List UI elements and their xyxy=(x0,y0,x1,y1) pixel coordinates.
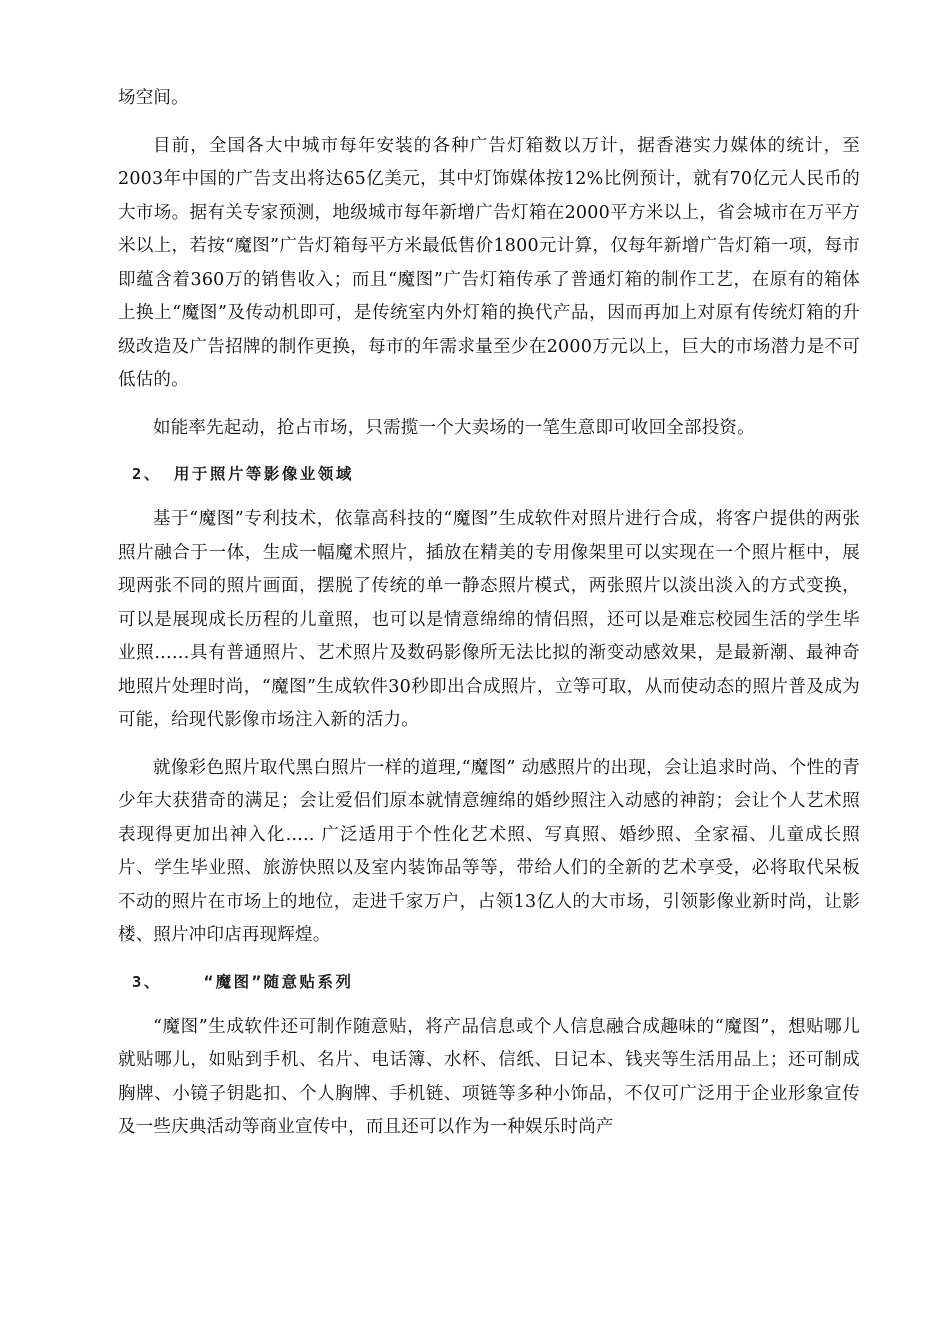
section-heading-sticker xyxy=(118,967,860,997)
section-title: “魔图”随意贴系列 xyxy=(203,972,354,991)
section-number: 2、 xyxy=(132,465,162,483)
paragraph-continuation: 场空间。 xyxy=(118,88,189,108)
paragraph-photo-market: 就像彩色照片取代黑白照片一样的道理,“魔图” 动感照片的出现，会让追求时尚、个性的青少年大获猎奇的满足；会让爱侣们原本就情意缠绵的婚纱照注入动感的神韵；会让个人艺术照表现得更加出神入化….. 广泛适用于个性化艺术照、写真照、婚纱照、全家福、儿童成长照片、学生毕业照、旅游快照以及室内装饰品等等，带给人们的全新的艺术享受，必将取代呆板不动的照片在市场上的地位，走进千家万户，占领13亿人的大市场，引领影像业新时尚，让影楼、照片冲印店再现辉煌。 xyxy=(118,757,860,945)
paragraph-investment: 如能率先起动，抢占市场，只需揽一个大卖场的一笔生意即可收回全部投资。 xyxy=(153,417,755,438)
paragraph-sticker: “魔图”生成软件还可制作随意贴，将产品信息或个人信息融合成趣味的“魔图”，想贴哪儿就贴哪儿，如贴到手机、名片、电话簿、水杯、信纸、日记本、钱夹等生活用品上；还可制成胸牌、小镜子钥匙扣、个人胸牌、手机链、项链等多种小饰品，不仅可广泛用于企业形象宣传及一些庆典活动等商业宣传中，而且还可以作为一种娱乐时尚产 xyxy=(118,1016,860,1137)
section-heading-photo xyxy=(118,459,860,489)
document-page xyxy=(118,82,860,1145)
section-number: 3、 xyxy=(132,972,162,991)
section-title: 用于照片等影像业领域 xyxy=(173,465,354,483)
paragraph-photo-tech: 基于“魔图”专利技术，依靠高科技的“魔图”生成软件对照片进行合成，将客户提供的两张照片融合于一体，生成一幅魔术照片，插放在精美的专用像架里可以实现在一个照片框中，展现两张不同的照片画面，摆脱了传统的单一静态照片模式，两张照片以淡出淡入的方式变换，可以是展现成长历程的儿童照，也可以是情意绵绵的情侣照，还可以是难忘校园生活的学生毕业照……具有普通照片、艺术照片及数码影像所无法比拟的渐变动感效果，是最新潮、最神奇地照片处理时尚，“魔图”生成软件30秒即出合成照片，立等可取，从而使动态的照片普及成为可能，给现代影像市场注入新的活力。 xyxy=(118,509,860,730)
paragraph-market-size: 目前，全国各大中城市每年安装的各种广告灯箱数以万计，据香港实力媒体的统计，至2003年中国的广告支出将达65亿美元，其中灯饰媒体按12%比例预计，就有70亿元人民币的大市场。据有关专家预测，地级城市每年新增广告灯箱在2000平方米以上，省会城市在万平方米以上，若按“魔图”广告灯箱每平方米最低售价1800元计算，仅每年新增广告灯箱一项，每市即蕴含着360万的销售收入；而且“魔图”广告灯箱传承了普通灯箱的制作工艺，在原有的箱体上换上“魔图”及传动机即可，是传统室内外灯箱的换代产品，因而再加上对原有传统灯箱的升级改造及广告招牌的制作更换，每市的年需求量至少在2000万元以上，巨大的市场潜力是不可低估的。 xyxy=(118,135,860,390)
